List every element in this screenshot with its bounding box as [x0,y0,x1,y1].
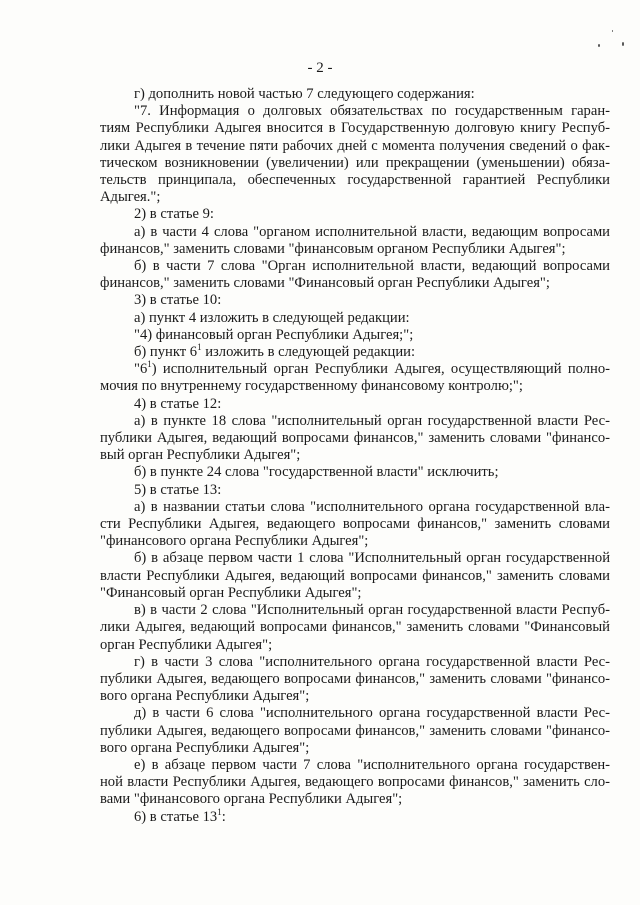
text-line: тельств принципала, обеспеченных государственной гарантией Республики [100,172,610,189]
text-line: лики Адыгея, ведающий вопросами финансов," заменить словами "Финансовый [100,619,610,636]
text-line: 4) в статье 12: [134,395,222,412]
text-line: "$6^1$) исполнительный орган Республики Адыгея, осуществляющий полно- [134,359,610,378]
text-line: г) в части 3 слова "исполнительного органа государственной власти Рес- [134,653,610,670]
paragraph [100,86,610,103]
text-line: 5) в статье 13: [134,481,222,498]
text-line: е) в абзаце первом части 7 слова "исполнительного органа государствен- [134,756,610,773]
paragraph [100,464,610,481]
text-line: б) в абзаце первом части 1 слова "Исполнительный орган государственной [134,550,610,567]
text-line: вами "финансового органа Республики Адыгея"; [100,791,403,808]
text-line: г) дополнить новой частью 7 следующего содержания: [134,86,475,102]
text-line: а) в названии статьи слова "исполнительного органа государственной вла- [134,498,610,515]
text-line: вого органа Республики Адыгея"; [100,739,310,756]
paragraph [100,705,610,757]
paragraph [100,757,610,809]
text-line: мочия по внутреннему государственному финансовому контролю;"; [100,378,523,395]
text-line: "7. Информация о долговых обязательствах по государственным гаран- [134,103,610,120]
page-number: - 2 - [307,60,333,76]
paragraph [100,413,610,465]
text-line: тическом возникновении (увеличении) или прекращении (уменьшении) обяза- [100,154,610,171]
paragraph [100,206,610,223]
text-line: б) в пункте 24 слова "государственной власти" исключить; [134,464,499,481]
text-line: 3) в статье 10: [134,292,222,309]
text-line: б) в части 7 слова "Орган исполнительной власти, ведающий вопросами [134,258,610,275]
paragraph [100,327,610,344]
text-line: а) в пункте 18 слова "исполнительный орган государственной власти Рес- [134,412,610,429]
text-line: Адыгея."; [100,189,161,206]
paragraph [100,654,610,706]
text-line: тиям Республики Адыгея вносится в Государственную долговую книгу Респуб- [100,120,610,137]
text-line: б) пункт $6^1$ изложить в следующей редакции: [134,342,416,361]
text-line: сти Республики Адыгея, ведающего вопросами финансов," заменить словами [100,516,610,533]
paragraph [100,396,610,413]
paragraph [100,344,610,361]
paragraph [100,482,610,499]
text-line: финансов," заменить словами "финансовым органом Республики Адыгея"; [100,240,566,257]
paragraph [100,103,610,206]
text-line: публики Адыгея, ведающего вопросами финансов," заменить словами "финансо- [100,670,610,687]
text-line: д) в части 6 слова "исполнительного органа государственной власти Рес- [134,705,610,722]
text-line: вый орган Республики Адыгея"; [100,447,301,464]
text-line: ной власти Республики Адыгея, ведающего вопросами финансов," заменить сло- [100,774,610,791]
text-line: 2) в статье 9: [134,206,214,223]
paragraph [100,602,610,654]
scan-speck [612,30,613,32]
text-line: в) в части 2 слова "Исполнительный орган государственной власти Респуб- [134,602,610,619]
scan-speck [598,44,600,47]
paragraph [100,499,610,551]
text-line: 6) в статье $13^1$: [134,806,226,825]
text-line: "Финансовый орган Республики Адыгея"; [100,584,362,601]
document-body [100,86,610,826]
text-line: финансов," заменить словами "Финансовый орган Республики Адыгея"; [100,275,550,292]
paragraph [100,224,610,258]
paragraph [100,258,610,292]
text-line: а) пункт 4 изложить в следующей редакции: [134,309,410,326]
text-line: а) в части 4 слова "органом исполнительной власти, ведающим вопросами [134,223,610,240]
text-line: орган Республики Адыгея"; [100,636,273,653]
text-line: лики Адыгея в течение пяти рабочих дней с момента получения сведений о фак- [100,137,610,154]
text-line: власти Республики Адыгея, ведающий вопросами финансов," заменить словами [100,567,610,584]
text-line: вого органа Республики Адыгея"; [100,688,310,705]
paragraph [100,550,610,602]
scan-speck [622,42,624,46]
paragraph [100,361,610,395]
text-line: "4) финансовый орган Республики Адыгея;"; [134,326,414,343]
paragraph [100,310,610,327]
paragraph [100,806,610,826]
text-line: "финансового органа Республики Адыгея"; [100,533,369,550]
text-line: публики Адыгея, ведающий вопросами финансов," заменить словами "финансо- [100,430,610,447]
text-line: публики Адыгея, ведающего вопросами финансов," заменить словами "финансо- [100,722,610,739]
paragraph [100,292,610,309]
